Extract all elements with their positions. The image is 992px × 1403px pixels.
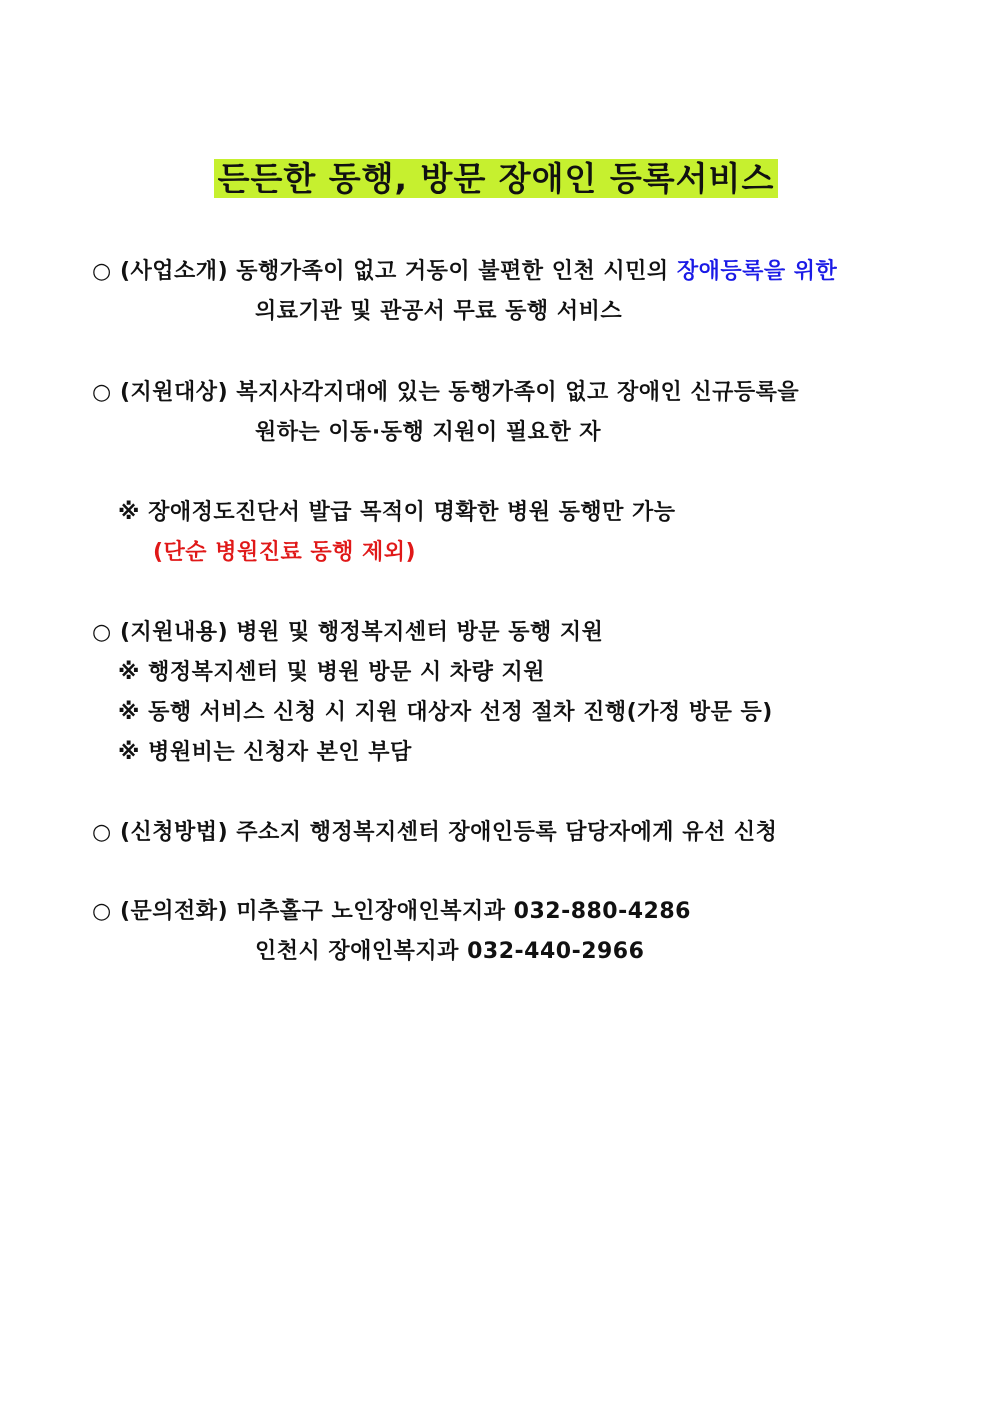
circle-bullet-icon: ○ xyxy=(92,380,112,405)
note-mark-icon: ※ xyxy=(118,740,140,765)
circle-bullet-icon: ○ xyxy=(92,820,112,845)
contact-line-1-text: 미추홀구 노인장애인복지과 032-880-4286 xyxy=(236,899,691,924)
title-text: 든든한 동행, 방문 장애인 등록서비스 xyxy=(214,159,779,198)
apply-text: 주소지 행정복지센터 장애인등록 담당자에게 유선 신청 xyxy=(236,820,778,845)
content-note-2 xyxy=(118,698,773,728)
target-note-red: (단순 병원진료 동행 제외) xyxy=(153,540,417,565)
contact-line-1 xyxy=(92,897,691,927)
note-mark-icon: ※ xyxy=(118,700,140,725)
content-label: (지원내용) xyxy=(120,620,229,645)
circle-bullet-icon: ○ xyxy=(92,259,112,284)
circle-bullet-icon: ○ xyxy=(92,620,112,645)
intro-line-2: 의료기관 및 관공서 무료 동행 서비스 xyxy=(255,299,623,324)
content-line-1 xyxy=(92,618,603,648)
intro-text: 동행가족이 없고 거동이 불편한 인천 시민의 xyxy=(236,259,669,284)
apply-line xyxy=(92,818,777,848)
document-title xyxy=(0,158,992,200)
circle-bullet-icon: ○ xyxy=(92,899,112,924)
content-text: 병원 및 행정복지센터 방문 동행 지원 xyxy=(236,620,604,645)
content-note-3 xyxy=(118,738,412,768)
intro-label: (사업소개) xyxy=(120,259,229,284)
contact-line-2: 인천시 장애인복지과 032-440-2966 xyxy=(255,939,645,964)
contact-label: (문의전화) xyxy=(120,899,229,924)
intro-line-1 xyxy=(92,257,837,287)
apply-label: (신청방법) xyxy=(120,820,229,845)
target-line-1 xyxy=(92,378,799,408)
content-note-text: 병원비는 신청자 본인 부담 xyxy=(148,740,412,765)
intro-highlight: 장애등록을 위한 xyxy=(676,259,838,284)
content-note-text: 동행 서비스 신청 시 지원 대상자 선정 절차 진행(가정 방문 등) xyxy=(148,700,773,725)
note-mark-icon: ※ xyxy=(118,660,140,685)
target-label: (지원대상) xyxy=(120,380,229,405)
target-text: 복지사각지대에 있는 동행가족이 없고 장애인 신규등록을 xyxy=(236,380,800,405)
content-note-text: 행정복지센터 및 병원 방문 시 차량 지원 xyxy=(148,660,546,685)
target-note-text: 장애정도진단서 발급 목적이 명확한 병원 동행만 가능 xyxy=(148,500,676,525)
target-note xyxy=(118,498,676,528)
content-note-1 xyxy=(118,658,545,688)
note-mark-icon: ※ xyxy=(118,500,140,525)
target-line-2: 원하는 이동·동행 지원이 필요한 자 xyxy=(255,420,602,445)
